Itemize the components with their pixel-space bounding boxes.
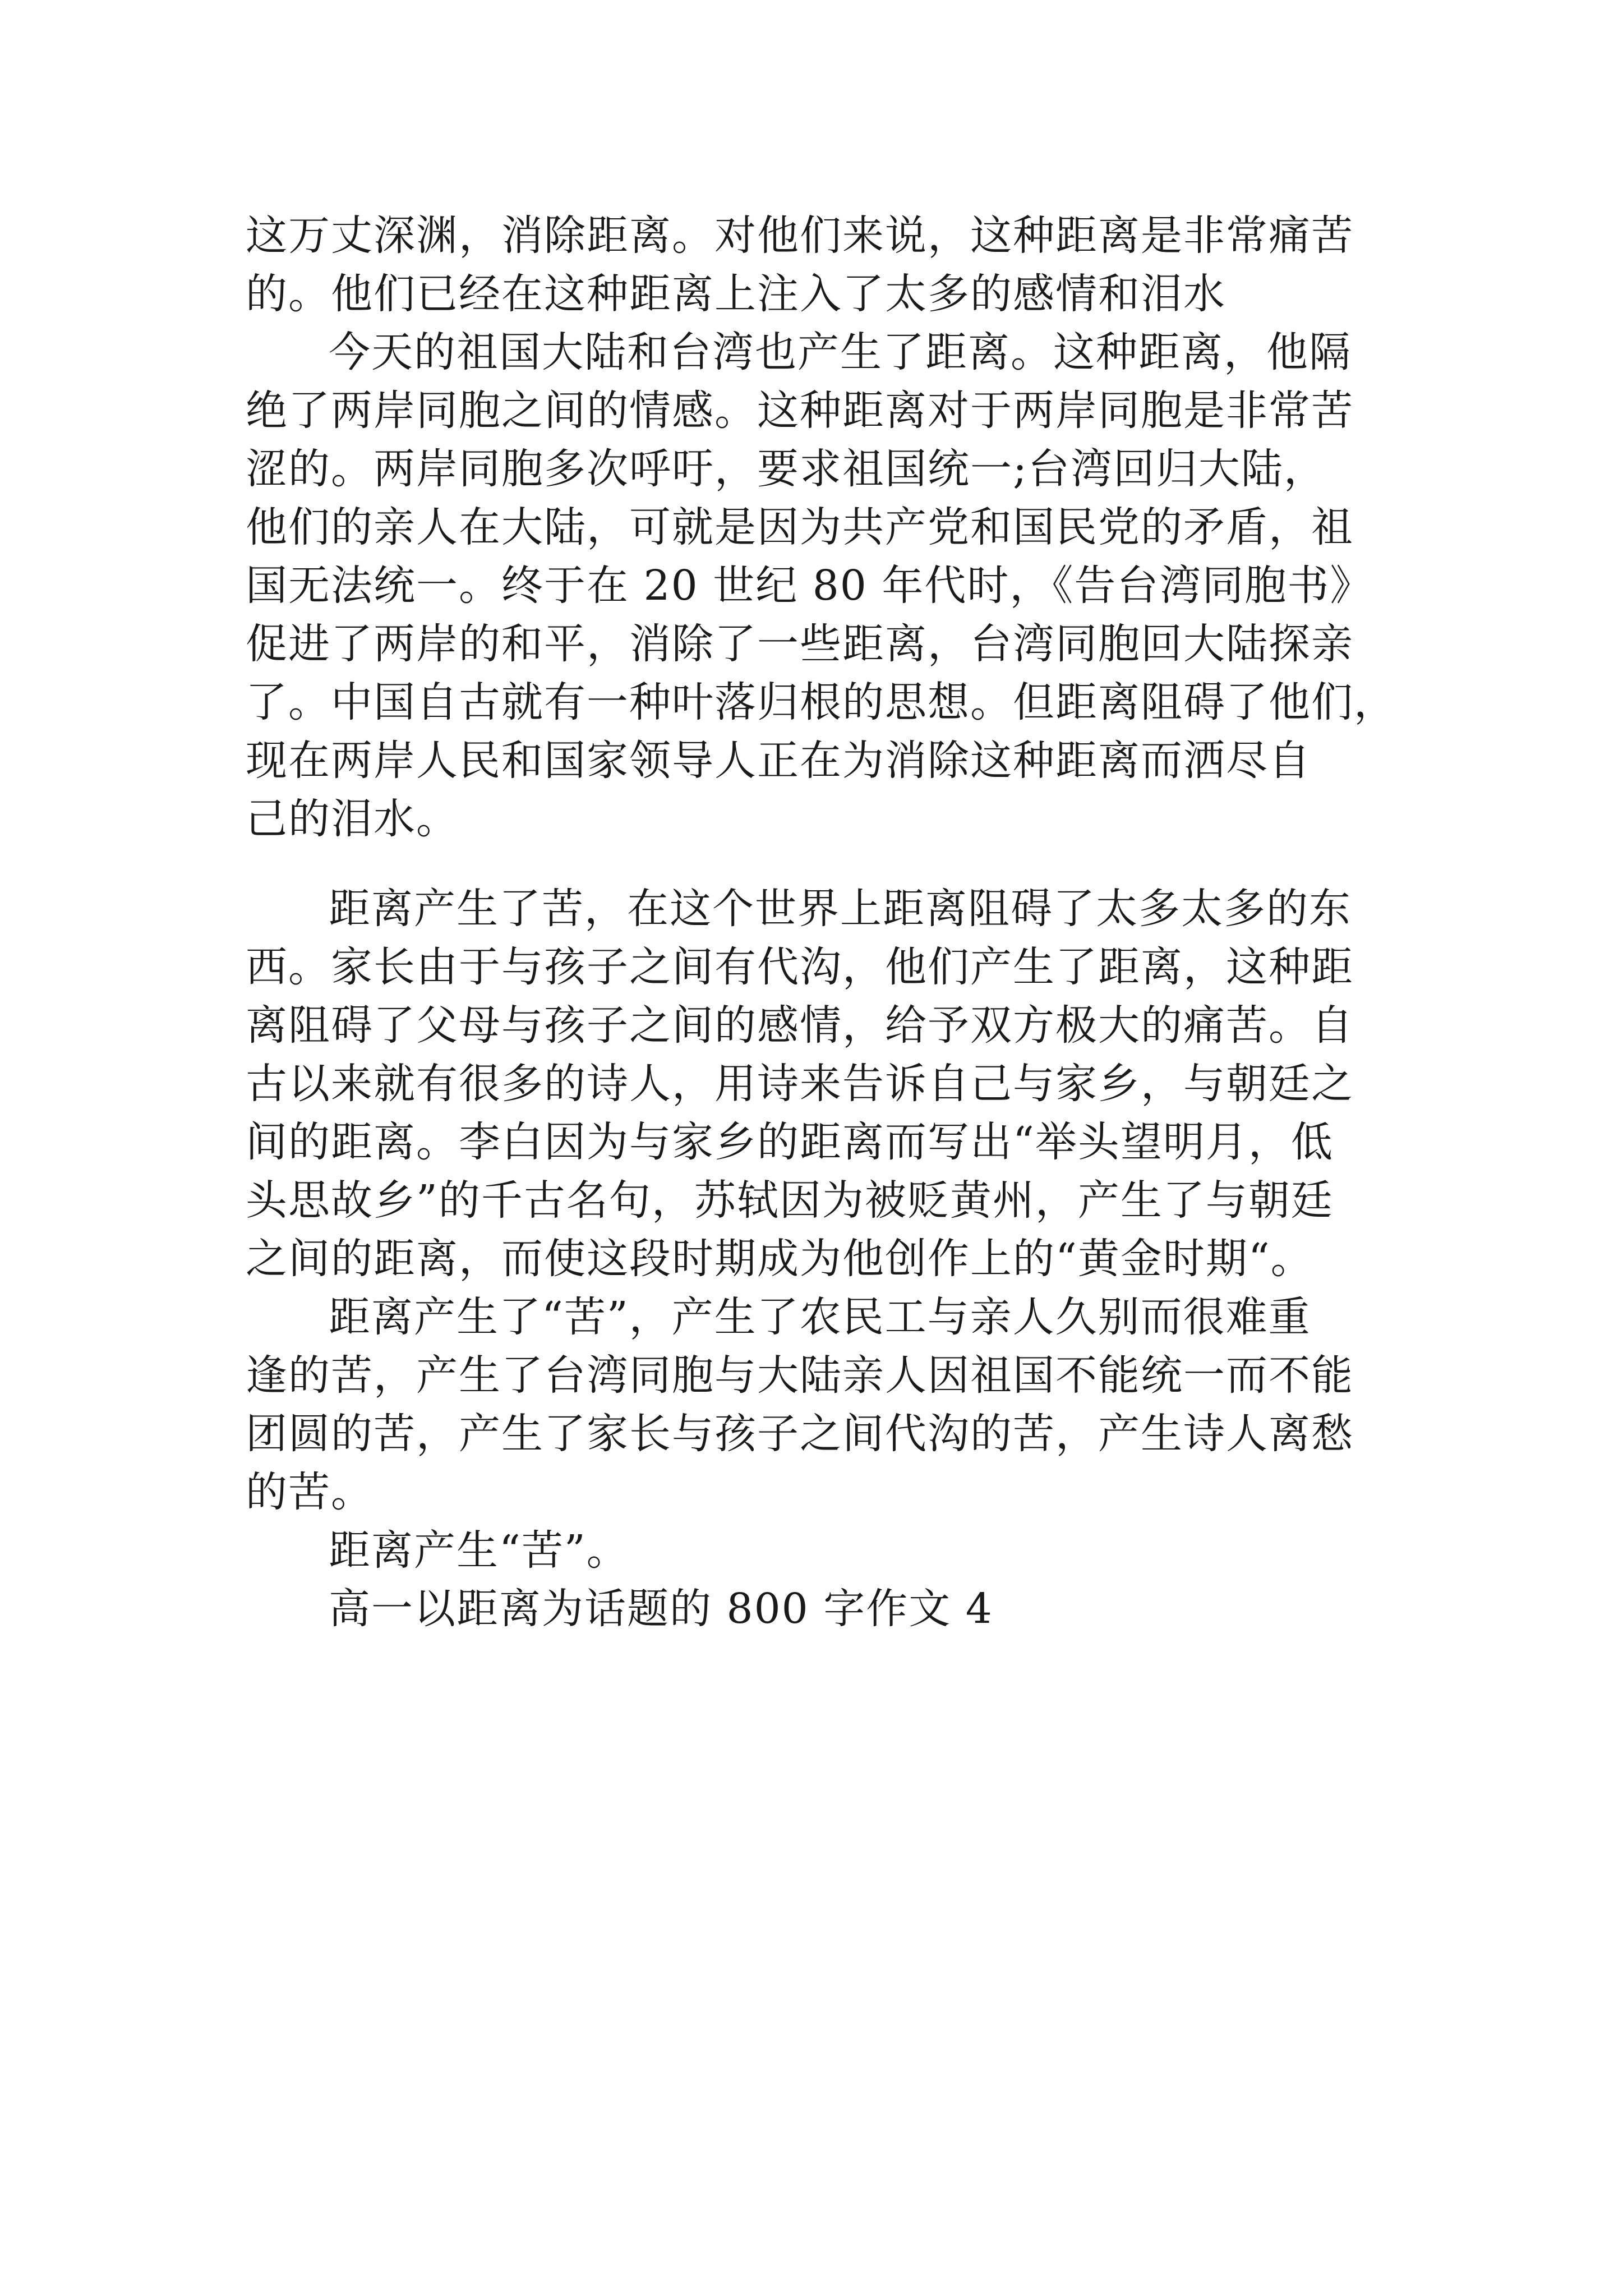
text-line: 国无法统一。终于在 20 世纪 80 年代时，《告台湾同胞书》 [246, 562, 1373, 610]
paragraph [246, 323, 1396, 848]
text-line: 了。中国自古就有一种叶落归根的思想。但距离阻碍了他们， [246, 678, 1396, 726]
text-line: 他们的亲人在大陆，可就是因为共产党和国民党的矛盾，祖 [246, 503, 1354, 551]
text-line: 西。家长由于与孩子之间有代沟，他们产生了距离，这种距 [246, 943, 1354, 991]
text-line: 现在两岸人民和国家领导人正在为消除这种距离而洒尽自 [246, 737, 1311, 785]
essay-body [246, 206, 1396, 1638]
text-line: 高一以距离为话题的 800 字作文 4 [329, 1585, 993, 1633]
text-line: 头思故乡”的千古名句，苏轼因为被贬黄州，产生了与朝廷 [246, 1176, 1334, 1225]
text-line: 己的泪水。 [246, 795, 459, 843]
text-line: 的苦。 [246, 1468, 374, 1516]
text-line: 距离产生“苦”。 [329, 1526, 629, 1575]
text-line: 距离产生了“苦”，产生了农民工与亲人久别而很难重 [329, 1293, 1311, 1341]
text-line: 古以来就有很多的诗人，用诗来告诉自己与家乡，与朝廷之 [246, 1060, 1354, 1108]
paragraph [246, 206, 1390, 323]
text-line: 团圆的苦，产生了家长与孩子之间代沟的苦，产生诗人离愁 [246, 1410, 1354, 1458]
section-heading [246, 1580, 1390, 1638]
text-line: 这万丈深渊，消除距离。对他们来说，这种距离是非常痛苦 [246, 211, 1354, 260]
text-line: 的。他们已经在这种距离上注入了太多的感情和泪水 [246, 270, 1226, 318]
text-line: 距离产生了苦，在这个世界上距离阻碍了太多太多的东 [329, 885, 1352, 933]
text-line: 涩的。两岸同胞多次呼吁，要求祖国统一;台湾回归大陆， [246, 445, 1326, 493]
text-line: 今天的祖国大陆和台湾也产生了距离。这种距离，他隔 [329, 328, 1352, 376]
text-line: 逢的苦，产生了台湾同胞与大陆亲人因祖国不能统一而不能 [246, 1351, 1354, 1400]
text-line: 绝了两岸同胞之间的情感。这种距离对于两岸同胞是非常苦 [246, 386, 1354, 435]
text-line: 之间的距离，而使这段时期成为他创作上的“黄金时期“。 [246, 1235, 1313, 1283]
text-line: 间的距离。李白因为与家乡的距离而写出“举头望明月，低 [246, 1118, 1334, 1166]
text-line: 促进了两岸的和平，消除了一些距离，台湾同胞回大陆探亲 [246, 620, 1354, 668]
paragraph [246, 1521, 1390, 1580]
paragraph [246, 1288, 1390, 1521]
paragraph [246, 880, 1390, 1288]
text-line: 离阻碍了父母与孩子之间的感情，给予双方极大的痛苦。自 [246, 1001, 1354, 1050]
